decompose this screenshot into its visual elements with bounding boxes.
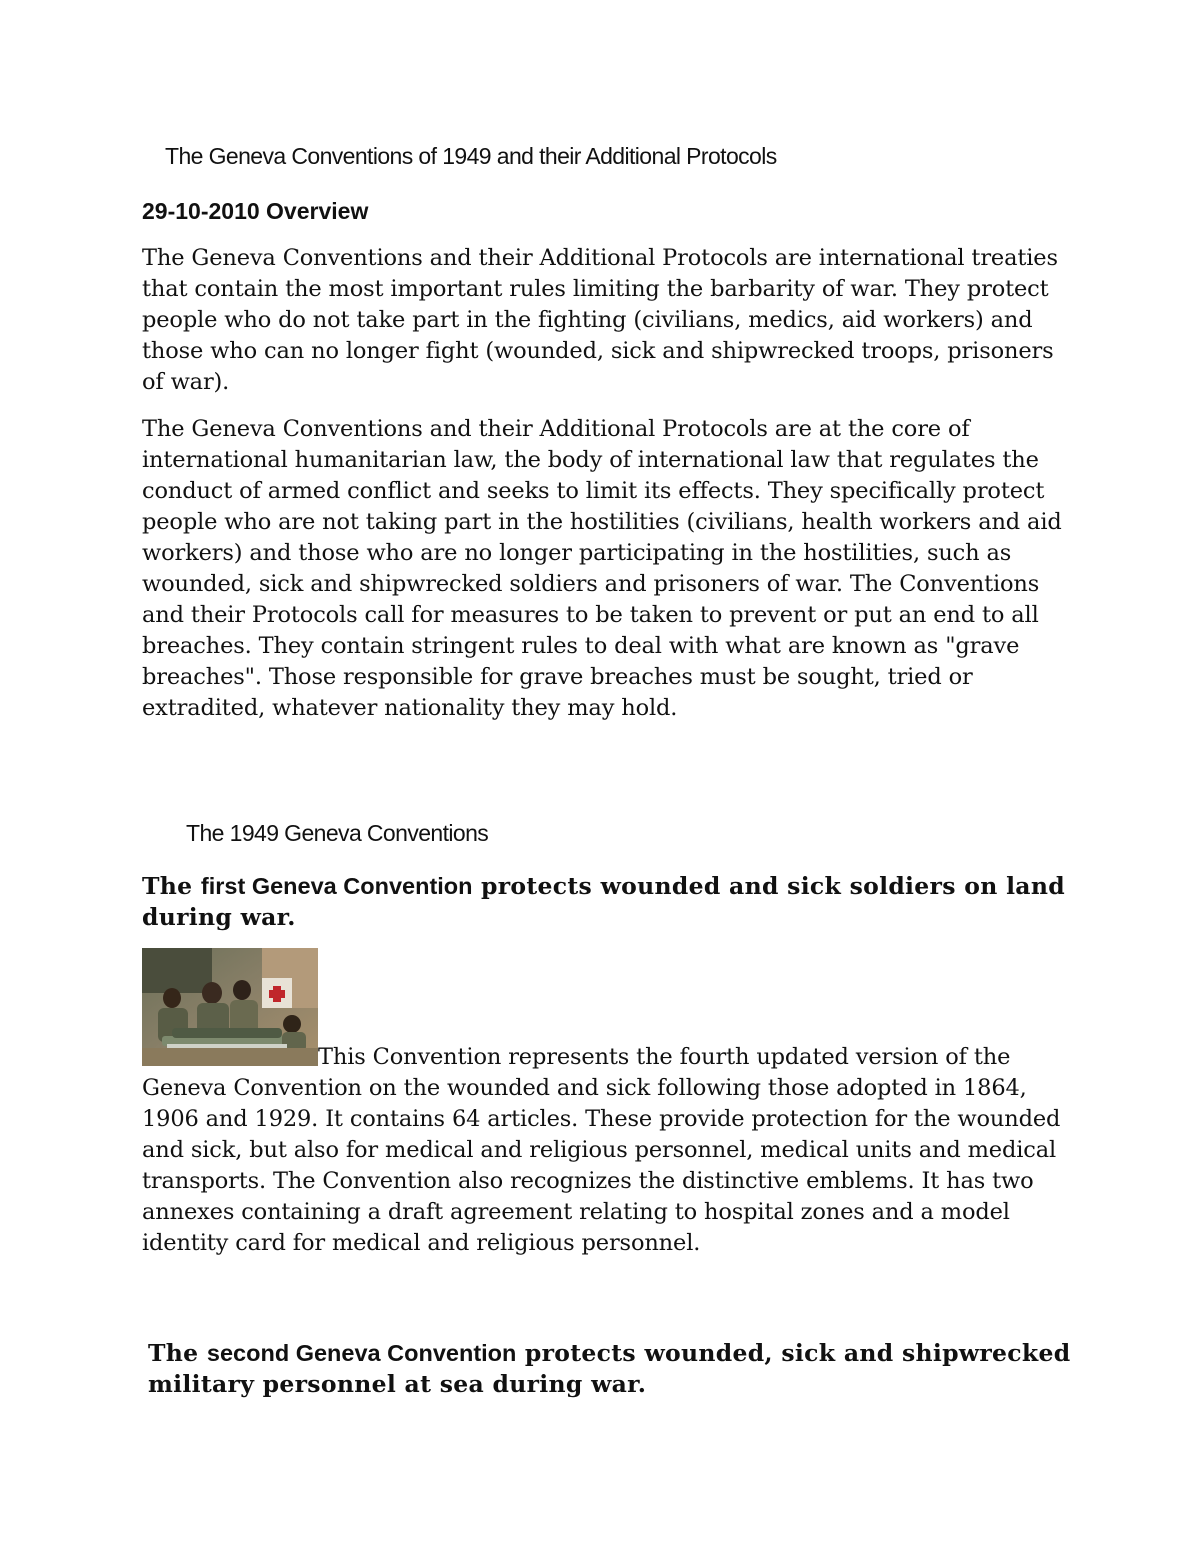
convention-name: first Geneva Convention (200, 873, 473, 899)
heading-suffix: protects wounded, sick and shipwrecked military personnel at sea during war. (148, 1339, 1071, 1398)
overview-paragraph-1: The Geneva Conventions and their Additional Protocols are international treaties that contain the most important rules limiting the barbarity of war. They protect people who do not take part in the fighting (civilians, medics, aid workers) and those who can no longer fight (wounded, sick and shipwrecked troops, prisoners of war). (142, 245, 1058, 395)
heading-prefix: The (142, 872, 201, 900)
overview-heading: 29-10-2010 Overview (142, 198, 369, 224)
second-convention-heading (148, 1338, 1078, 1400)
heading-suffix: protects wounded and sick soldiers on land during war. (142, 872, 1065, 931)
convention-name: second Geneva Convention (206, 1340, 517, 1366)
document-title: The Geneva Conventions of 1949 and their Additional Protocols (165, 143, 777, 169)
section-title: The 1949 Geneva Conventions (186, 820, 489, 846)
heading-prefix: The (148, 1339, 207, 1367)
overview-paragraph-2: The Geneva Conventions and their Additional Protocols are at the core of international humanitarian law, the body of international law that regulates the conduct of armed conflict and seeks to limit its effects. They specifically protect people who are not taking part in the hostilities (civilians, health workers and aid workers) and those who are no longer participating in the hostilities, such as wounded, sick and shipwrecked soldiers and prisoners of war. The Conventions and their Protocols call for measures to be taken to prevent or put an end to all breaches. They contain stringent rules to deal with what are known as "grave breaches". Those responsible for grave breaches must be sought, tried or extradited, whatever nationality they may hold. (142, 416, 1062, 721)
first-convention-body: This Convention represents the fourth updated version of the Geneva Convention on the wounded and sick following those adopted in 1864, 1906 and 1929. It contains 64 articles. These provide protection for the wounded and sick, but also for medical and religious personnel, medical units and medical transports. The Convention also recognizes the distinctive emblems. It has two annexes containing a draft agreement relating to hospital zones and a model identity card for medical and religious personnel. (142, 1044, 1061, 1256)
first-convention-heading (142, 871, 1072, 933)
